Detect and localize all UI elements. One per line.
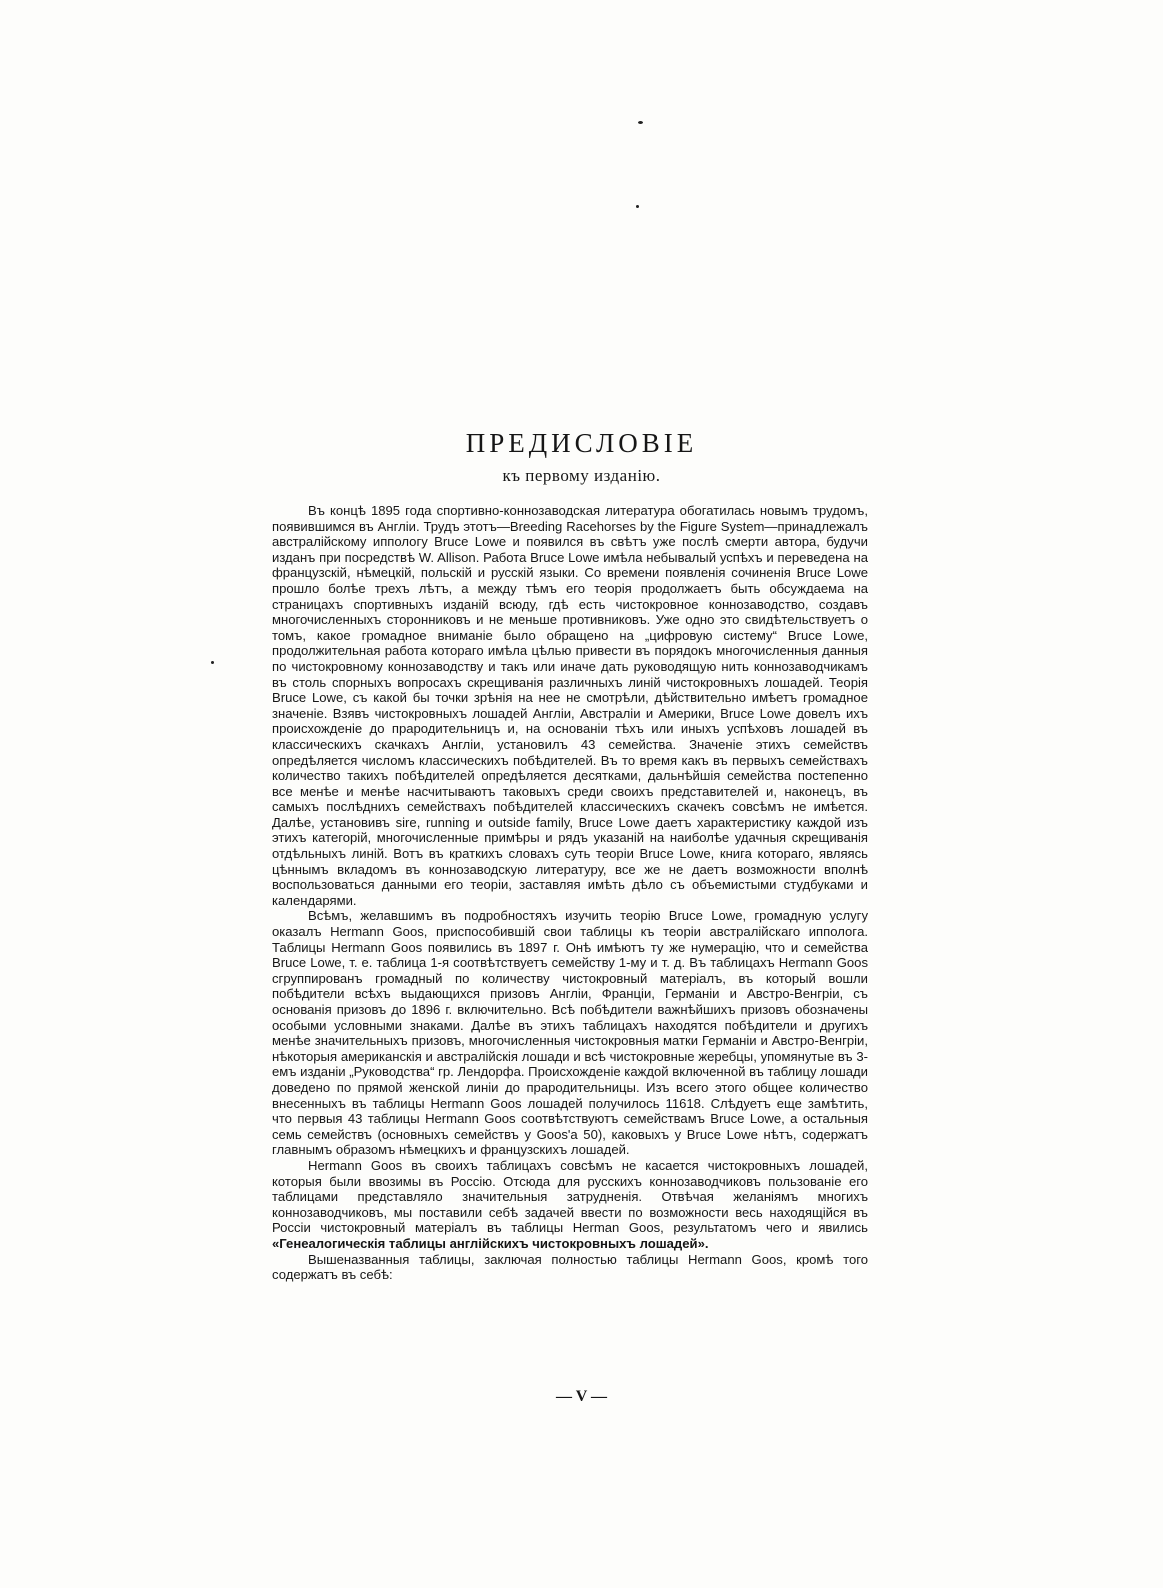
page-number: — V — <box>556 1388 607 1405</box>
paragraph <box>272 908 868 1158</box>
preface-body <box>272 503 868 1283</box>
paragraph-text: Вышеназванныя таблицы, заключая полностью таблицы Hermann Goos, кромѣ того содержатъ въ себѣ: <box>272 1251 868 1283</box>
scan-speck <box>638 121 643 124</box>
paragraph-text: Hermann Goos въ своихъ таблицахъ совсѣмъ не касается чистокровныхъ лошадей, которыя были ввозимы въ Россію. Отсюда для русскихъ коннозаводчиковъ пользованіе его таблицами представляло значительныя затрудненія. Отвѣчая желаніямъ многихъ коннозаводчиковъ, мы поставили себѣ задачей ввести по возможности весь находящійся въ Россіи чистокровный матеріалъ въ таблицы Herman Goos, результатомъ чего и явились <box>272 1157 868 1236</box>
paragraph <box>272 1252 868 1283</box>
paragraph <box>272 1158 868 1252</box>
paragraph <box>272 503 868 908</box>
scan-speck <box>636 205 639 208</box>
paragraph-text: Въ концѣ 1895 года спортивно-коннозаводская литература обогатилась новымъ трудомъ, появившимся въ Англіи. Трудъ этотъ—Breeding Racehorses by the Figure System—принадлежалъ австралійскому иппологу Bruce Lowe и появился въ свѣтъ уже послѣ смерти автора, будучи изданъ при посредствѣ W. Allison. Работа Bruce Lowe имѣла небывалый успѣхъ и переведена на французскій, нѣмецкій, польскій и русскій языки. Со времени появленія сочиненія Bruce Lowe прошло болѣе трехъ лѣтъ, а между тѣмъ его теорія продолжаетъ быть обсуждаема на страницахъ спортивныхъ изданій всюду, гдѣ есть чистокровное коннозаводство, создавъ многочисленныхъ сторонниковъ и не меньше противниковъ. Уже одно это свидѣтельствуетъ о томъ, какое громадное вниманіе было обращено на „цифровую систему“ Bruce Lowe, продолжительная работа котораго имѣла цѣлью привести въ порядокъ многочисленныя данныя по чистокровному коннозаводству и такъ или иначе дать руководящую нить коннозаводчикамъ въ столь спорныхъ вопросахъ скрещиванія различныхъ линій чистокровныхъ лошадей. Теорія Bruce Lowe, съ какой бы точки зрѣнія на нее не смотрѣли, дѣйствительно имѣетъ громадное значеніе. Взявъ чистокровныхъ лошадей Англіи, Австраліи и Америки, Bruce Lowe довелъ ихъ происхожденіе до прародительницъ и, на основаніи тѣхъ или иныхъ успѣховъ лошадей въ классическихъ скачкахъ Англіи, установилъ 43 семейства. Значеніе этихъ семействъ опредѣляется числомъ классическихъ побѣдителей. Въ то время какъ въ первыхъ семействахъ количество такихъ побѣдителей опредѣляется десятками, дальнѣйшія семейства постепенно все менѣе и менѣе насчитываютъ таковыхъ среди своихъ представителей и, наконецъ, въ самыхъ послѣднихъ семействахъ побѣдителей классическихъ скачекъ совсѣмъ не имѣется. Далѣе, установивъ sire, running и outside family, Bruce Lowe даетъ характеристику каждой изъ этихъ категорій, многочисленные примѣры и рядъ указаній на наиболѣе удачныя скрещиванія отдѣльныхъ линій. Вотъ въ краткихъ словахъ суть теоріи Bruce Lowe, книга котораго, являясь цѣннымъ вкладомъ въ коннозаводскую литературу, все же не даетъ возможности вполнѣ воспользоваться данными его теоріи, заставляя имѣть дѣло съ объемистыми студбуками и календарями. <box>272 503 868 908</box>
page-subtitle: къ первому изданію. <box>502 466 661 485</box>
paragraph-text: Всѣмъ, желавшимъ въ подробностяхъ изучить теорію Bruce Lowe, громадную услугу оказалъ Hermann Goos, приспособившій свои таблицы къ теоріи австралійскаго иппологa. Таблицы Hermann Goos появились въ 1897 г. Онѣ имѣютъ ту же нумерацію, что и семейства Bruce Lowe, т. е. таблица 1-я соотвѣтствуетъ семейству 1-му и т. д. Въ таблицахъ Hermann Goos сгруппированъ громадный по количеству чистокровный матеріалъ, въ который вошли побѣдители всѣхъ выдающихся призовъ Англіи, Франціи, Германіи и Австро-Венгріи, съ основанія призовъ до 1896 г. включительно. Всѣ побѣдители важнѣйшихъ призовъ обозначены особыми условными знаками. Далѣе въ этихъ таблицахъ находятся побѣдители и другихъ менѣе значительныхъ призовъ, многочисленныя чистокровныя матки Германіи и Австро-Венгріи, нѣкоторыя американскія и австралійскія лошади и всѣ чистокровные жеребцы, упомянутые въ 3-емъ изданіи „Руководства“ гр. Лендорфа. Происхожденіе каждой включенной въ таблицу лошади доведено по прямой женской линіи до прародительницы. Изъ всего этого общее количество внесенныхъ въ таблицы Hermann Goos лошадей получилось 11618. Слѣдуетъ еще замѣтить, что первыя 43 таблицы Hermann Goos соотвѣтствуютъ семействамъ Bruce Lowe, а остальныя семь семействъ (основныхъ семействъ у Goos'а 50), каковыхъ у Bruce Lowe нѣтъ, содержатъ главнымъ образомъ нѣмецкихъ и французскихъ лошадей. <box>272 908 868 1158</box>
scan-speck <box>211 661 214 664</box>
book-title-emphasis: «Генеалогическія таблицы англійскихъ чистокровныхъ лошадей». <box>272 1235 709 1251</box>
page-title: ПРЕДИСЛОВІЕ <box>465 428 698 458</box>
